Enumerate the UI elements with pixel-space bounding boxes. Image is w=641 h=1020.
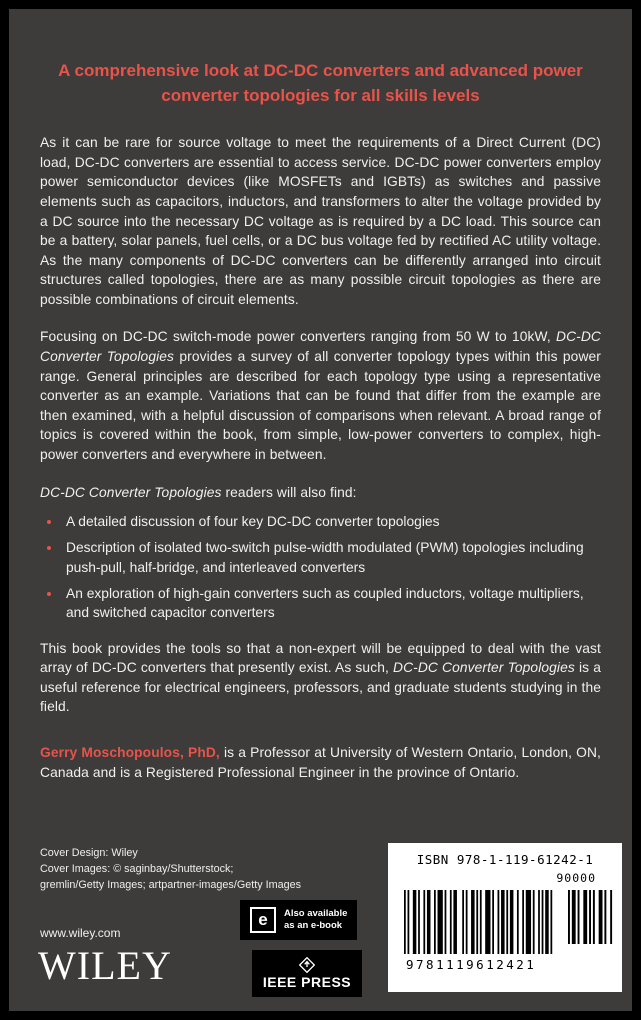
readers-find-line <box>40 483 601 503</box>
ebook-badge <box>240 900 357 940</box>
blurb-content <box>9 9 632 782</box>
barcode-bars-supplement <box>568 890 614 944</box>
wiley-logo: WILEY <box>38 943 172 988</box>
ebook-badge-text <box>284 908 347 933</box>
wiley-website: www.wiley.com <box>40 926 121 940</box>
credits-line: gremlin/Getty Images; artpartner-images/Getty Images <box>40 879 302 892</box>
headline: A comprehensive look at DC-DC converters and advanced power converter topologies for all skills levels <box>58 61 583 105</box>
paragraph-overview <box>40 327 601 464</box>
barcode <box>388 843 622 992</box>
ieee-press-logo <box>252 950 362 997</box>
credits-block <box>40 845 301 894</box>
bullet-item: • An exploration of high-gain converters such as coupled inductors, voltage multipliers, and switched capacitor converters <box>62 584 601 623</box>
barcode-price-code: 90000 <box>556 871 596 885</box>
text-segment: DC-DC Converter Topologies <box>393 660 575 676</box>
bullet-list <box>40 512 601 623</box>
author-bio <box>40 743 601 782</box>
paragraph-summary <box>40 639 601 717</box>
bullet-item: • A detailed discussion of four key DC-DC converter topologies <box>62 512 601 531</box>
ieee-press-label: IEEE PRESS <box>262 974 352 990</box>
text-segment: This book provides the tools so that a non-expert will be equipped to deal with the vast array of DC-DC converters that presently exist. As such, <box>40 640 601 676</box>
ieee-kite-icon <box>299 957 315 973</box>
ebook-badge-line: Also available <box>284 907 348 919</box>
text-segment: Gerry Moschopoulos, PhD, <box>40 744 220 760</box>
credits-line: Cover Design: Wiley <box>40 847 138 859</box>
ebook-e-icon: e <box>250 907 276 933</box>
text-segment: Focusing on DC-DC switch-mode power converters ranging from 50 W to 10kW, <box>40 329 557 345</box>
bullet-item: • Description of isolated two-switch pulse-width modulated (PWM) topologies including push-pull, half-bridge, and interleaved converters <box>62 538 601 577</box>
text-segment: provides a survey of all converter topology types within this power range. General principles are described for each topology type using a representative converter as an example. Variations that can be found that differ from the example are then examined, with a helpful discussion of comparisons when relevant. A broad range of topics is covered within the book, from simple, low-power converters to complex, high-power converters and everywhere in between. <box>40 349 601 462</box>
ebook-badge-line: as an e-book <box>284 920 343 931</box>
text-segment: readers will also find: <box>221 484 357 500</box>
barcode-isbn: ISBN 978-1-119-61242-1 <box>416 852 594 867</box>
text-segment: is a Professor at University of Western Ontario, London, ON, Canada and is a Registered Professional Engineer in the province of Ontario. <box>40 744 601 780</box>
text-segment: is a useful reference for electrical engineers, professors, and graduate students studying in the field. <box>40 660 601 715</box>
barcode-digits: 9781119612421 <box>406 957 537 972</box>
credits-line: Cover Images: © saginbay/Shutterstock; <box>40 863 234 876</box>
barcode-bars <box>404 890 614 954</box>
text-segment: DC-DC Converter Topologies <box>40 329 601 365</box>
barcode-bars-main <box>404 890 554 954</box>
text-segment: DC-DC Converter Topologies <box>40 484 222 500</box>
paragraph-intro: As it can be rare for source voltage to meet the requirements of a Direct Current (DC) load, DC-DC converters are essential to access service. DC-DC power converters employ power semiconductor devices (like MOSFETs and IGBTs) as switches and passive elements such as capacitors, inductors, and transformers to alter the voltage provided by a DC source into the necessary DC voltage as is required by a DC load. This source can be a battery, solar panels, fuel cells, or a DC bus voltage fed by rectified AC utility voltage. As the many components of DC-DC converters can be differently arranged into circuit structures called topologies, there are as many possible circuit topologies as there are possible combinations of circuit elements. <box>40 135 601 307</box>
